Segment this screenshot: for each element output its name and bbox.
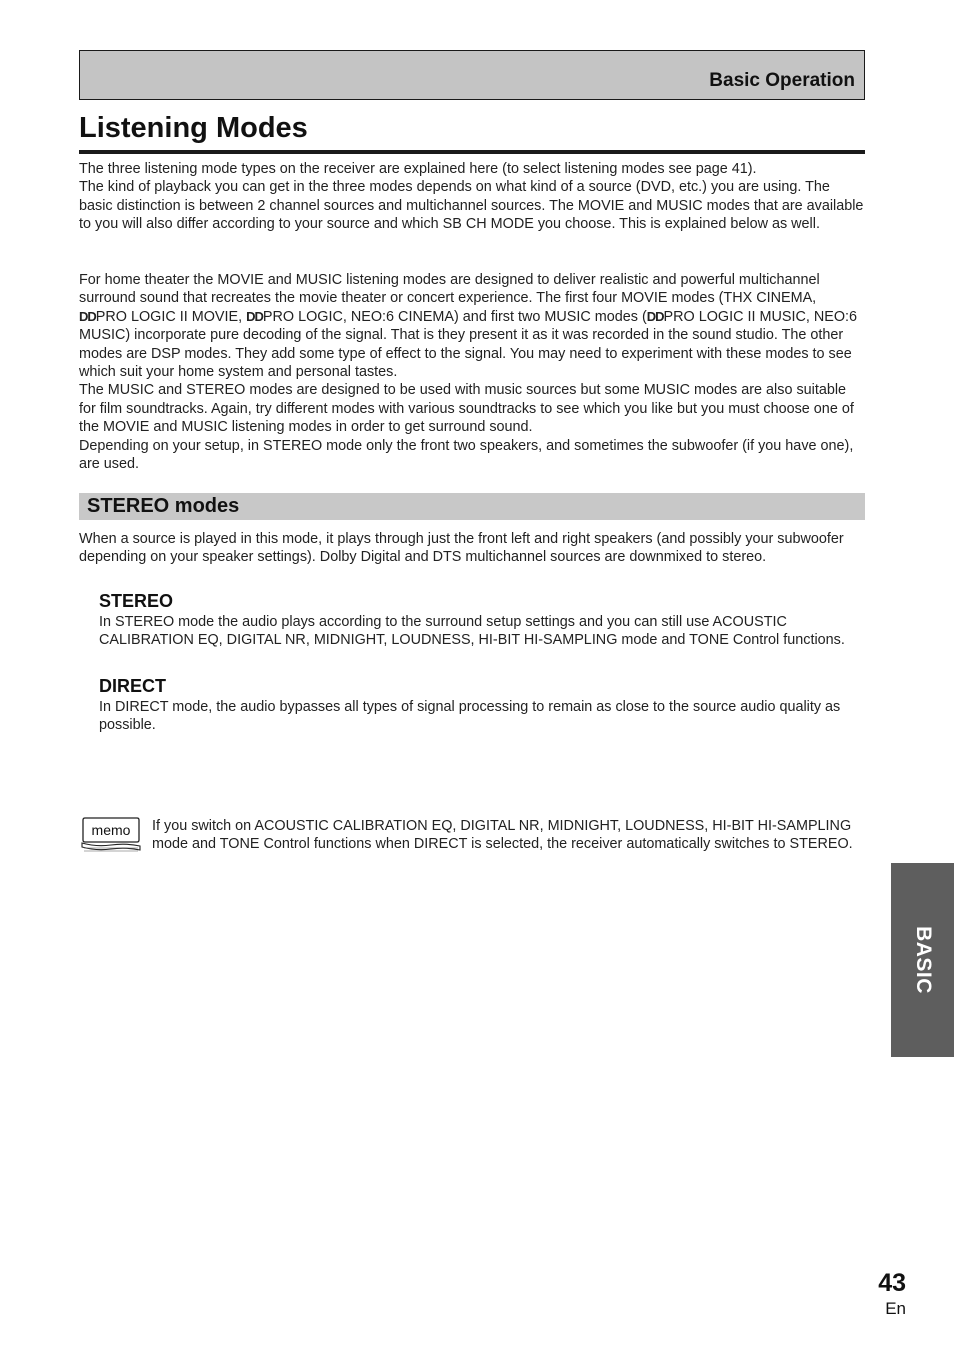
stereo-modes-heading-bar bbox=[79, 493, 865, 520]
direct-description: In DIRECT mode, the audio bypasses all types of signal processing to remain as close to the source audio quality as possible. bbox=[99, 699, 841, 733]
dolby-double-d-icon: DD bbox=[246, 308, 263, 324]
section-label: Basic Operation bbox=[709, 70, 855, 91]
direct-heading: DIRECT bbox=[99, 676, 166, 696]
intro-paragraph-4: Depending on your setup, in STEREO mode only the front two speakers, and sometimes the subwoofer (if you have one), are used. bbox=[79, 437, 854, 473]
side-tab-label: BASIC bbox=[911, 926, 935, 994]
header-bar bbox=[79, 50, 865, 100]
memo-icon bbox=[80, 816, 142, 856]
stereo-modes-heading: STEREO modes bbox=[87, 495, 240, 517]
page-number: 43 bbox=[878, 1269, 906, 1297]
stereo-description: In STEREO mode the audio plays according to the surround setup settings and you can still use ACOUSTIC CALIBRATION EQ, DIGITAL NR, MIDNIGHT, LOUDNESS, HI-BIT HI-SAMPLING mode and TONE Control functions. bbox=[99, 614, 845, 648]
intro-paragraph-2-text: For home theater the MOVIE and MUSIC listening modes are designed to deliver realistic and powerful multichannel surround sound that recreates the movie theater or concert experience. The first four MOVIE modes (THX CINEMA, DDPRO LOGIC II MOVIE, DDPRO LOGIC, NEO:6 CINEMA) and first two MUSIC modes (DDPRO LOGIC II MUSIC, NEO:6 MUSIC) incorporate pure decoding of the signal. That is they present it as it was recorded in the sound studio. The other modes are DSP modes. They add some type of effect to the signal. You may need to experiment with these modes to see which suit your home system and personal tastes. bbox=[79, 272, 858, 381]
stereo-modes-intro: When a source is played in this mode, it plays through just the front left and right speakers (and possibly your subwoofer depending on your speaker settings). Dolby Digital and DTS multichannel sources are downmixed to stereo. bbox=[79, 531, 844, 566]
dolby-double-d-icon: DD bbox=[646, 308, 664, 324]
side-tab bbox=[891, 863, 954, 1057]
dolby-double-d-icon: DD bbox=[79, 308, 96, 324]
page-title: Listening Modes bbox=[79, 110, 865, 154]
memo-text: If you switch on ACOUSTIC CALIBRATION EQ, DIGITAL NR, MIDNIGHT, LOUDNESS, HI-BIT HI-SAMPLING mode and TONE Control functions when DIRECT is selected, the receiver automatically switches to STEREO. bbox=[152, 818, 853, 852]
intro-paragraph-3: The MUSIC and STEREO modes are designed to be used with music sources but some MUSIC modes are also suitable for film soundtracks. Again, try different modes with various soundtracks to see which you like but you must choose one of the MOVIE and MUSIC listening modes in order to get surround sound. bbox=[79, 382, 854, 436]
stereo-heading: STEREO bbox=[99, 591, 174, 611]
memo-icon-label: memo bbox=[91, 822, 131, 838]
intro-line-2: The kind of playback you can get in the three modes depends on what kind of a source (DVD, etc.) you are using. The basic distinction is between 2 channel sources and multichannel sources. The MOVIE and MUSIC modes that are available to you will also differ according to your source and which SB CH MODE you choose. This is explained below as well. bbox=[79, 179, 864, 233]
intro-line-1: The three listening mode types on the receiver are explained here (to select listening modes see page 41). bbox=[79, 161, 757, 177]
intro-paragraph-1 bbox=[79, 160, 865, 234]
intro-paragraph-2 bbox=[79, 271, 865, 473]
page-language: En bbox=[885, 1299, 906, 1318]
